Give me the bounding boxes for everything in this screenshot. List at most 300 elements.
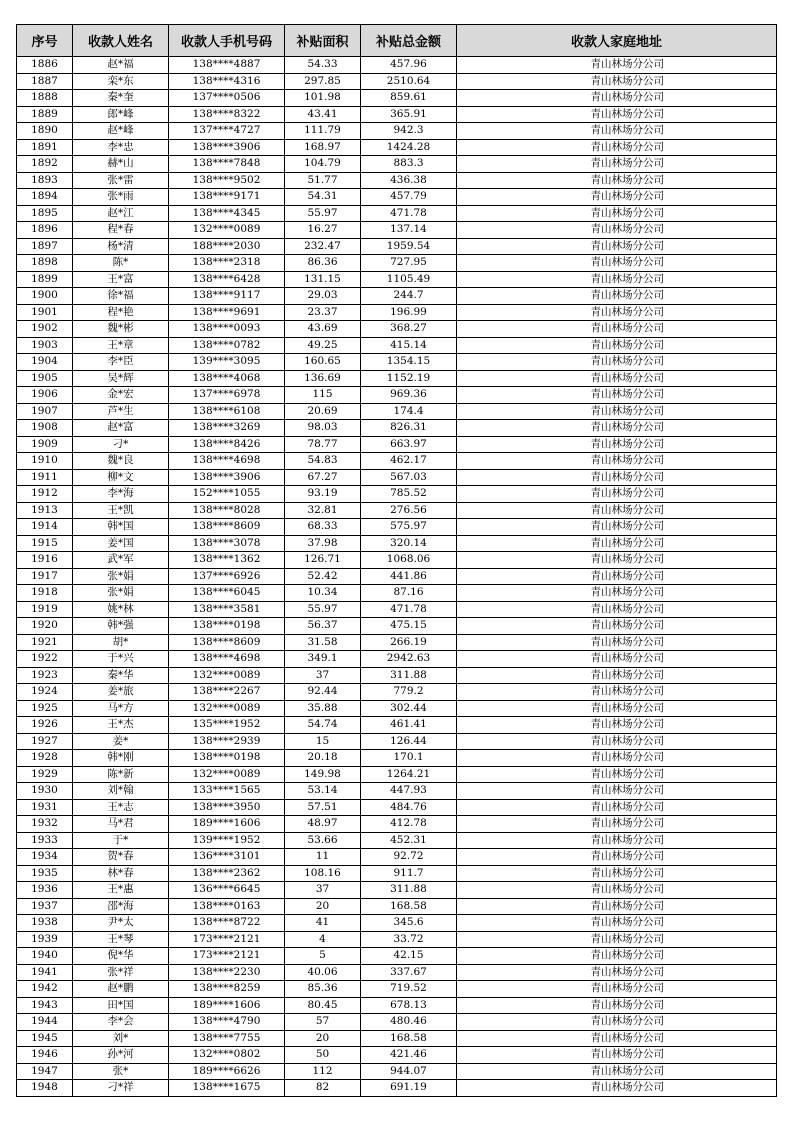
cell-address: 青山林场分公司	[457, 172, 777, 189]
cell-seq: 1898	[17, 255, 73, 272]
cell-seq: 1908	[17, 420, 73, 437]
cell-address: 青山林场分公司	[457, 816, 777, 833]
cell-seq: 1940	[17, 948, 73, 965]
cell-phone: 138****8722	[169, 915, 285, 932]
cell-phone: 138****3581	[169, 601, 285, 618]
cell-phone: 138****7848	[169, 156, 285, 173]
cell-area: 29.03	[285, 288, 361, 305]
cell-area: 54.83	[285, 453, 361, 470]
cell-seq: 1923	[17, 667, 73, 684]
cell-amount: 365.91	[361, 106, 457, 123]
cell-name: 刁*	[73, 436, 169, 453]
cell-address: 青山林场分公司	[457, 255, 777, 272]
cell-name: 倪*华	[73, 948, 169, 965]
cell-area: 92.44	[285, 684, 361, 701]
cell-address: 青山林场分公司	[457, 1080, 777, 1097]
cell-address: 青山林场分公司	[457, 304, 777, 321]
cell-seq: 1932	[17, 816, 73, 833]
table-row	[17, 370, 777, 387]
cell-name: 王*富	[73, 271, 169, 288]
cell-address: 青山林场分公司	[457, 222, 777, 239]
header-address: 收款人家庭地址	[457, 25, 777, 57]
table-row	[17, 750, 777, 767]
cell-name: 魏*彬	[73, 321, 169, 338]
cell-name: 田*国	[73, 997, 169, 1014]
cell-name: 秦*奎	[73, 90, 169, 107]
cell-seq: 1917	[17, 568, 73, 585]
cell-amount: 345.6	[361, 915, 457, 932]
table-row	[17, 667, 777, 684]
cell-seq: 1947	[17, 1063, 73, 1080]
cell-address: 青山林场分公司	[457, 1014, 777, 1031]
cell-name: 程*春	[73, 222, 169, 239]
cell-address: 青山林场分公司	[457, 585, 777, 602]
cell-address: 青山林场分公司	[457, 700, 777, 717]
cell-area: 37	[285, 882, 361, 899]
cell-address: 青山林场分公司	[457, 205, 777, 222]
table-row	[17, 189, 777, 206]
cell-amount: 266.19	[361, 634, 457, 651]
cell-amount: 859.61	[361, 90, 457, 107]
cell-phone: 138****4887	[169, 57, 285, 74]
table-row	[17, 931, 777, 948]
cell-phone: 138****6108	[169, 403, 285, 420]
cell-name: 赵*江	[73, 205, 169, 222]
cell-name: 于*兴	[73, 651, 169, 668]
cell-address: 青山林场分公司	[457, 601, 777, 618]
cell-area: 11	[285, 849, 361, 866]
cell-phone: 138****2318	[169, 255, 285, 272]
cell-seq: 1928	[17, 750, 73, 767]
cell-amount: 452.31	[361, 832, 457, 849]
cell-name: 王*惠	[73, 882, 169, 899]
cell-area: 35.88	[285, 700, 361, 717]
table-row	[17, 519, 777, 536]
cell-name: 姜*旅	[73, 684, 169, 701]
cell-amount: 480.46	[361, 1014, 457, 1031]
cell-address: 青山林场分公司	[457, 931, 777, 948]
cell-phone: 138****8426	[169, 436, 285, 453]
cell-amount: 826.31	[361, 420, 457, 437]
cell-area: 10.34	[285, 585, 361, 602]
cell-name: 张*雷	[73, 172, 169, 189]
cell-area: 68.33	[285, 519, 361, 536]
table-row	[17, 57, 777, 74]
cell-name: 张*	[73, 1063, 169, 1080]
table-row	[17, 733, 777, 750]
table-row	[17, 568, 777, 585]
cell-address: 青山林场分公司	[457, 832, 777, 849]
cell-area: 49.25	[285, 337, 361, 354]
cell-seq: 1948	[17, 1080, 73, 1097]
cell-name: 姜*	[73, 733, 169, 750]
cell-amount: 421.46	[361, 1047, 457, 1064]
cell-address: 青山林场分公司	[457, 387, 777, 404]
cell-amount: 311.88	[361, 882, 457, 899]
cell-amount: 87.16	[361, 585, 457, 602]
cell-name: 马*君	[73, 816, 169, 833]
cell-address: 青山林场分公司	[457, 733, 777, 750]
table-body	[17, 57, 777, 1097]
table-row	[17, 123, 777, 140]
cell-amount: 471.78	[361, 601, 457, 618]
cell-name: 胡*	[73, 634, 169, 651]
cell-seq: 1944	[17, 1014, 73, 1031]
cell-phone: 189****6626	[169, 1063, 285, 1080]
cell-phone: 188****2030	[169, 238, 285, 255]
table-row	[17, 799, 777, 816]
cell-name: 姚*林	[73, 601, 169, 618]
cell-name: 杨*清	[73, 238, 169, 255]
cell-amount: 942.3	[361, 123, 457, 140]
cell-name: 陈*新	[73, 766, 169, 783]
cell-seq: 1946	[17, 1047, 73, 1064]
cell-seq: 1920	[17, 618, 73, 635]
table-row	[17, 634, 777, 651]
cell-phone: 138****8609	[169, 634, 285, 651]
cell-phone: 138****2939	[169, 733, 285, 750]
cell-name: 刁*祥	[73, 1080, 169, 1097]
cell-area: 57.51	[285, 799, 361, 816]
cell-seq: 1942	[17, 981, 73, 998]
cell-phone: 132****0802	[169, 1047, 285, 1064]
cell-amount: 244.7	[361, 288, 457, 305]
cell-area: 50	[285, 1047, 361, 1064]
table-row	[17, 618, 777, 635]
cell-address: 青山林场分公司	[457, 486, 777, 503]
cell-phone: 138****4698	[169, 651, 285, 668]
cell-seq: 1929	[17, 766, 73, 783]
table-row	[17, 172, 777, 189]
cell-seq: 1931	[17, 799, 73, 816]
cell-amount: 447.93	[361, 783, 457, 800]
cell-name: 赵*福	[73, 57, 169, 74]
cell-address: 青山林场分公司	[457, 865, 777, 882]
cell-amount: 457.96	[361, 57, 457, 74]
cell-address: 青山林场分公司	[457, 750, 777, 767]
cell-area: 54.33	[285, 57, 361, 74]
cell-amount: 302.44	[361, 700, 457, 717]
cell-amount: 170.1	[361, 750, 457, 767]
cell-name: 刘*翰	[73, 783, 169, 800]
subsidy-table-container	[16, 24, 776, 1097]
cell-seq: 1913	[17, 502, 73, 519]
cell-seq: 1886	[17, 57, 73, 74]
cell-address: 青山林场分公司	[457, 997, 777, 1014]
cell-address: 青山林场分公司	[457, 321, 777, 338]
cell-area: 4	[285, 931, 361, 948]
cell-amount: 415.14	[361, 337, 457, 354]
cell-seq: 1894	[17, 189, 73, 206]
cell-address: 青山林场分公司	[457, 73, 777, 90]
cell-amount: 575.97	[361, 519, 457, 536]
cell-address: 青山林场分公司	[457, 1047, 777, 1064]
cell-amount: 311.88	[361, 667, 457, 684]
cell-amount: 475.15	[361, 618, 457, 635]
cell-seq: 1892	[17, 156, 73, 173]
cell-amount: 678.13	[361, 997, 457, 1014]
table-row	[17, 915, 777, 932]
cell-phone: 139****3095	[169, 354, 285, 371]
cell-phone: 152****1055	[169, 486, 285, 503]
cell-address: 青山林场分公司	[457, 684, 777, 701]
table-row	[17, 865, 777, 882]
cell-address: 青山林场分公司	[457, 849, 777, 866]
cell-amount: 969.36	[361, 387, 457, 404]
cell-address: 青山林场分公司	[457, 519, 777, 536]
cell-seq: 1912	[17, 486, 73, 503]
table-row	[17, 535, 777, 552]
table-row	[17, 1014, 777, 1031]
cell-address: 青山林场分公司	[457, 469, 777, 486]
table-row	[17, 700, 777, 717]
cell-name: 张*雨	[73, 189, 169, 206]
cell-phone: 138****1362	[169, 552, 285, 569]
cell-amount: 412.78	[361, 816, 457, 833]
cell-seq: 1887	[17, 73, 73, 90]
cell-area: 15	[285, 733, 361, 750]
table-row	[17, 766, 777, 783]
header-name: 收款人姓名	[73, 25, 169, 57]
cell-name: 郎*峰	[73, 106, 169, 123]
cell-amount: 461.41	[361, 717, 457, 734]
cell-seq: 1910	[17, 453, 73, 470]
cell-seq: 1890	[17, 123, 73, 140]
cell-address: 青山林场分公司	[457, 271, 777, 288]
cell-seq: 1941	[17, 964, 73, 981]
cell-phone: 138****8609	[169, 519, 285, 536]
cell-area: 56.37	[285, 618, 361, 635]
cell-phone: 138****3906	[169, 469, 285, 486]
cell-area: 104.79	[285, 156, 361, 173]
cell-amount: 883.3	[361, 156, 457, 173]
cell-area: 40.06	[285, 964, 361, 981]
cell-area: 52.42	[285, 568, 361, 585]
cell-name: 栾*东	[73, 73, 169, 90]
cell-seq: 1900	[17, 288, 73, 305]
table-row	[17, 816, 777, 833]
cell-area: 297.85	[285, 73, 361, 90]
table-row	[17, 585, 777, 602]
cell-name: 吴*辉	[73, 370, 169, 387]
header-amount: 补贴总金额	[361, 25, 457, 57]
cell-area: 115	[285, 387, 361, 404]
cell-amount: 1068.06	[361, 552, 457, 569]
cell-address: 青山林场分公司	[457, 156, 777, 173]
cell-phone: 137****4727	[169, 123, 285, 140]
cell-name: 于*	[73, 832, 169, 849]
cell-area: 80.45	[285, 997, 361, 1014]
cell-area: 55.97	[285, 205, 361, 222]
cell-address: 青山林场分公司	[457, 618, 777, 635]
cell-name: 赫*山	[73, 156, 169, 173]
cell-name: 陈*	[73, 255, 169, 272]
cell-phone: 135****1952	[169, 717, 285, 734]
cell-amount: 2510.64	[361, 73, 457, 90]
cell-amount: 368.27	[361, 321, 457, 338]
cell-address: 青山林场分公司	[457, 552, 777, 569]
cell-amount: 567.03	[361, 469, 457, 486]
header-area: 补贴面积	[285, 25, 361, 57]
cell-name: 赵*峰	[73, 123, 169, 140]
cell-address: 青山林场分公司	[457, 106, 777, 123]
cell-seq: 1930	[17, 783, 73, 800]
cell-area: 101.98	[285, 90, 361, 107]
cell-area: 160.65	[285, 354, 361, 371]
cell-amount: 441.86	[361, 568, 457, 585]
cell-amount: 42.15	[361, 948, 457, 965]
table-row	[17, 156, 777, 173]
cell-area: 149.98	[285, 766, 361, 783]
table-row	[17, 255, 777, 272]
table-row	[17, 948, 777, 965]
cell-seq: 1925	[17, 700, 73, 717]
cell-area: 98.03	[285, 420, 361, 437]
cell-area: 57	[285, 1014, 361, 1031]
cell-phone: 138****9691	[169, 304, 285, 321]
table-row	[17, 106, 777, 123]
cell-area: 51.77	[285, 172, 361, 189]
table-row	[17, 387, 777, 404]
cell-name: 程*艳	[73, 304, 169, 321]
cell-phone: 138****4316	[169, 73, 285, 90]
cell-amount: 484.76	[361, 799, 457, 816]
cell-name: 徐*福	[73, 288, 169, 305]
cell-seq: 1903	[17, 337, 73, 354]
cell-name: 金*宏	[73, 387, 169, 404]
subsidy-table	[16, 24, 777, 1097]
cell-name: 李*海	[73, 486, 169, 503]
cell-amount: 457.79	[361, 189, 457, 206]
cell-phone: 173****2121	[169, 931, 285, 948]
cell-phone: 138****4790	[169, 1014, 285, 1031]
cell-area: 20.18	[285, 750, 361, 767]
table-row	[17, 502, 777, 519]
cell-area: 20.69	[285, 403, 361, 420]
cell-phone: 138****9171	[169, 189, 285, 206]
cell-seq: 1893	[17, 172, 73, 189]
table-row	[17, 304, 777, 321]
cell-amount: 719.52	[361, 981, 457, 998]
table-row	[17, 420, 777, 437]
cell-name: 王*凯	[73, 502, 169, 519]
cell-amount: 1424.28	[361, 139, 457, 156]
cell-phone: 139****1952	[169, 832, 285, 849]
cell-phone: 132****0089	[169, 766, 285, 783]
cell-area: 37	[285, 667, 361, 684]
table-row	[17, 783, 777, 800]
table-row	[17, 403, 777, 420]
cell-area: 20	[285, 1030, 361, 1047]
cell-seq: 1906	[17, 387, 73, 404]
cell-address: 青山林场分公司	[457, 1030, 777, 1047]
table-row	[17, 453, 777, 470]
table-row	[17, 90, 777, 107]
cell-phone: 138****2230	[169, 964, 285, 981]
cell-area: 349.1	[285, 651, 361, 668]
cell-seq: 1905	[17, 370, 73, 387]
cell-name: 贺*春	[73, 849, 169, 866]
cell-name: 武*军	[73, 552, 169, 569]
cell-area: 54.74	[285, 717, 361, 734]
cell-area: 93.19	[285, 486, 361, 503]
cell-amount: 1152.19	[361, 370, 457, 387]
table-row	[17, 321, 777, 338]
cell-seq: 1939	[17, 931, 73, 948]
cell-area: 126.71	[285, 552, 361, 569]
table-row	[17, 651, 777, 668]
cell-phone: 132****0089	[169, 700, 285, 717]
cell-phone: 189****1606	[169, 997, 285, 1014]
cell-name: 马*方	[73, 700, 169, 717]
cell-address: 青山林场分公司	[457, 667, 777, 684]
cell-seq: 1936	[17, 882, 73, 899]
cell-seq: 1918	[17, 585, 73, 602]
cell-area: 32.81	[285, 502, 361, 519]
cell-phone: 138****7755	[169, 1030, 285, 1047]
table-row	[17, 288, 777, 305]
cell-phone: 138****8259	[169, 981, 285, 998]
cell-name: 林*春	[73, 865, 169, 882]
cell-amount: 691.19	[361, 1080, 457, 1097]
cell-amount: 2942.63	[361, 651, 457, 668]
cell-address: 青山林场分公司	[457, 90, 777, 107]
table-row	[17, 271, 777, 288]
cell-area: 112	[285, 1063, 361, 1080]
cell-address: 青山林场分公司	[457, 535, 777, 552]
cell-address: 青山林场分公司	[457, 634, 777, 651]
cell-address: 青山林场分公司	[457, 57, 777, 74]
cell-address: 青山林场分公司	[457, 964, 777, 981]
cell-address: 青山林场分公司	[457, 766, 777, 783]
cell-phone: 138****9502	[169, 172, 285, 189]
cell-phone: 138****6428	[169, 271, 285, 288]
cell-phone: 189****1606	[169, 816, 285, 833]
cell-area: 108.16	[285, 865, 361, 882]
cell-phone: 138****4068	[169, 370, 285, 387]
cell-seq: 1935	[17, 865, 73, 882]
cell-address: 青山林场分公司	[457, 123, 777, 140]
cell-seq: 1891	[17, 139, 73, 156]
cell-phone: 138****3078	[169, 535, 285, 552]
table-row	[17, 1047, 777, 1064]
cell-amount: 33.72	[361, 931, 457, 948]
cell-amount: 727.95	[361, 255, 457, 272]
cell-name: 李*会	[73, 1014, 169, 1031]
cell-seq: 1915	[17, 535, 73, 552]
cell-address: 青山林场分公司	[457, 238, 777, 255]
cell-amount: 779.2	[361, 684, 457, 701]
cell-name: 王*章	[73, 337, 169, 354]
cell-phone: 138****0198	[169, 618, 285, 635]
table-row	[17, 832, 777, 849]
cell-phone: 138****2267	[169, 684, 285, 701]
cell-address: 青山林场分公司	[457, 420, 777, 437]
table-row	[17, 73, 777, 90]
cell-phone: 132****0089	[169, 222, 285, 239]
cell-seq: 1896	[17, 222, 73, 239]
cell-phone: 138****0163	[169, 898, 285, 915]
cell-seq: 1902	[17, 321, 73, 338]
cell-seq: 1924	[17, 684, 73, 701]
table-row	[17, 436, 777, 453]
table-row	[17, 898, 777, 915]
cell-phone: 136****3101	[169, 849, 285, 866]
cell-phone: 138****4345	[169, 205, 285, 222]
table-row	[17, 849, 777, 866]
cell-area: 37.98	[285, 535, 361, 552]
cell-phone: 138****0093	[169, 321, 285, 338]
